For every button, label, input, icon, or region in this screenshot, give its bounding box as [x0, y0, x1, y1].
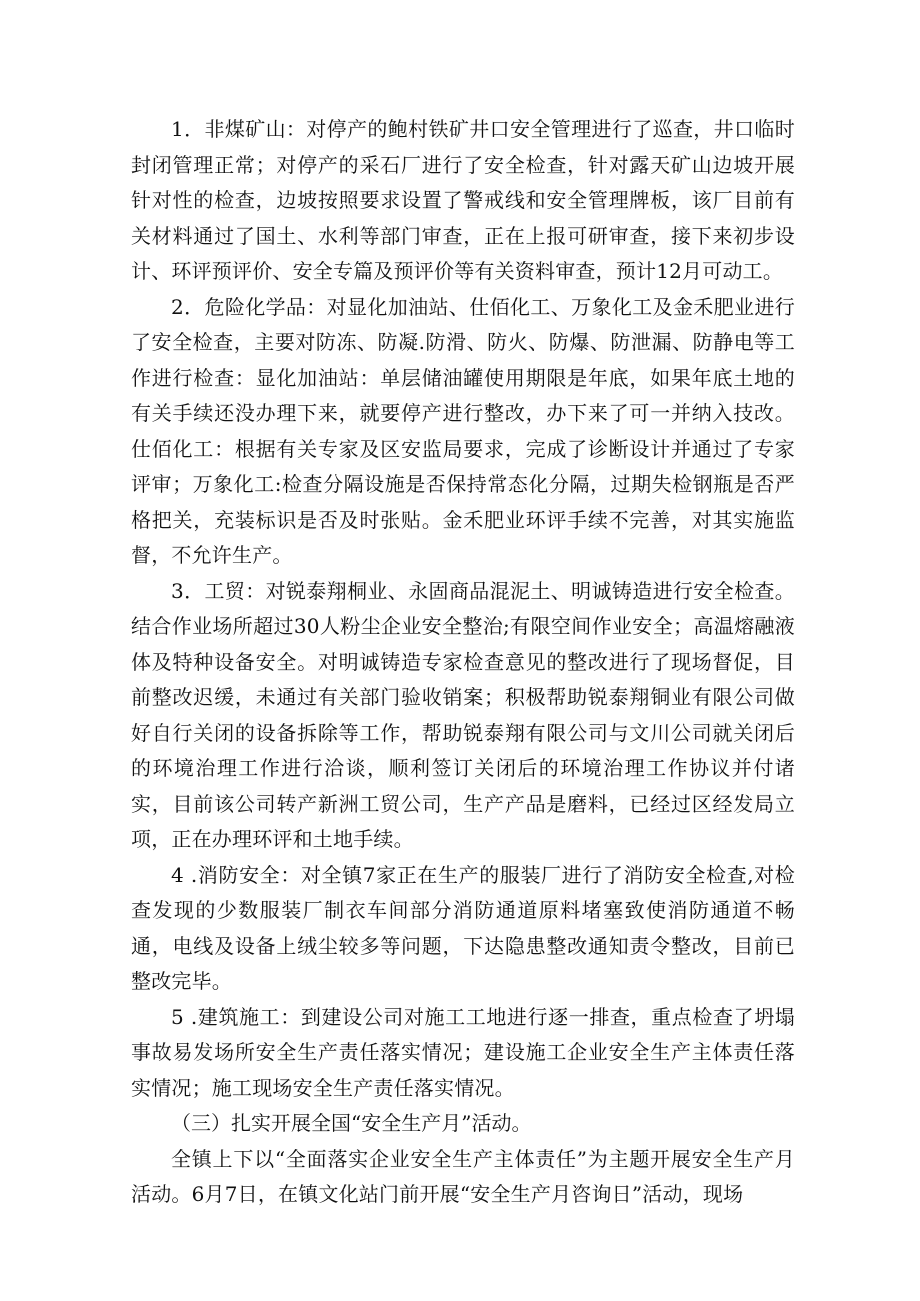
paragraph-construction: 5 .建筑施工：到建设公司对施工工地进行逐一排查，重点检查了坍塌事故易发场所安全生产责任落实情况；建设施工企业安全生产主体责任落实情况；施工现场安全生产责任落实情况。	[131, 1004, 795, 1100]
paragraph-hazardous-chemicals: 2．危险化学品：对显化加油站、仕佰化工、万象化工及金禾肥业进行了安全检查，主要对防冻、防凝.防滑、防火、防爆、防泄漏、防静电等工作进行检查：显化加油站：单层储油罐使用期限是年底，如果年底土地的有关手续还没办理下来，就要停产进行整改，办下来了可一并纳入技改。仕佰化工：根据有关专家及区安监局要求，完成了诊断设计并通过了专家评审；万象化工:检查分隔设施是否保持常态化分隔，过期失检钢瓶是否严格把关，充装标识是否及时张贴。金禾肥业环评手续不完善，对其实施监督，不允许生产。	[131, 294, 795, 567]
paragraph-non-coal-mines: 1．非煤矿山：对停产的鲍村铁矿井口安全管理进行了巡查，井口临时封闭管理正常；对停产的采石厂进行了安全检查，针对露天矿山边坡开展针对性的检查，边坡按照要求设置了警戒线和安全管理牌板，该厂目前有关材料通过了国土、水利等部门审查，正在上报可研审查，接下来初步设计、环评预评价、安全专篇及预评价等有关资料审查，预计12月可动工。	[131, 117, 795, 283]
paragraph-safety-month-activity: 全镇上下以“全面落实企业安全生产主体责任”为主题开展安全生产月活动。6月7日，在镇文化站门前开展“安全生产月咨询日”活动，现场	[131, 1146, 795, 1206]
document-body	[131, 112, 795, 1213]
paragraph-fire-safety: 4 .消防安全：对全镇7家正在生产的服装厂进行了消防安全检查,对检查发现的少数服装厂制衣车间部分消防通道原料堵塞致使消防通道不畅通，电线及设备上绒尘较多等问题，下达隐患整改通知责令整改，目前已整改完毕。	[131, 862, 795, 993]
paragraph-industry-trade: 3．工贸：对锐泰翔桐业、永固商品混泥土、明诚铸造进行安全检查。结合作业场所超过30人粉尘企业安全整治;有限空间作业安全；高温熔融液体及特种设备安全。对明诚铸造专家检查意见的整改进行了现场督促，目前整改迟缓，未通过有关部门验收销案；积极帮助锐泰翔铜业有限公司做好自行关闭的设备拆除等工作，帮助锐泰翔有限公司与文川公司就关闭后的环境治理工作进行洽谈，顺利签订关闭后的环境治理工作协议并付诸实，目前该公司转产新洲工贸公司，生产产品是磨料，已经过区经发局立项，正在办理环评和土地手续。	[131, 578, 795, 851]
section-heading-safety-month: （三）扎实开展全国“安全生产月”活动。	[171, 1111, 532, 1135]
